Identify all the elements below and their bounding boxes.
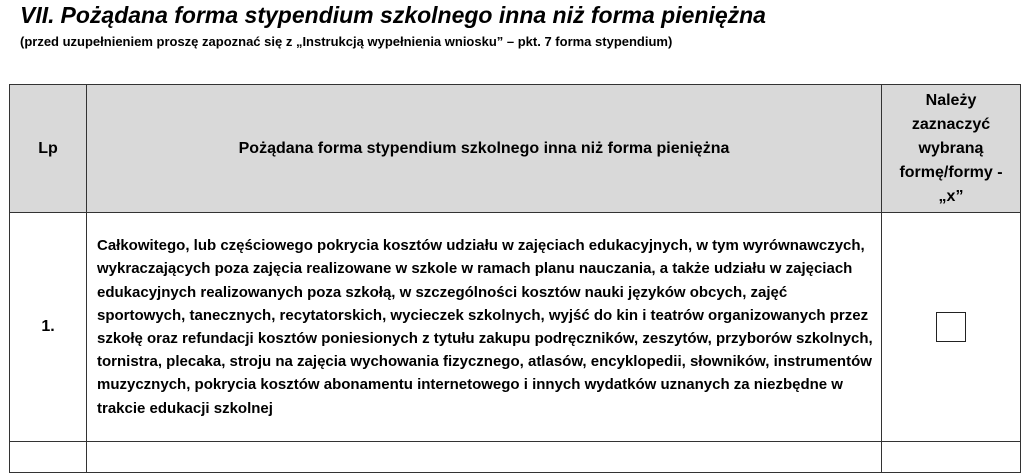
section-subtitle: (przed uzupełnieniem proszę zapoznać się z „Instrukcją wypełnienia wniosku” – pkt. 7 forma stypendium) bbox=[20, 34, 673, 49]
partial-mark-cell bbox=[882, 442, 1021, 473]
partial-lp-cell bbox=[10, 442, 87, 473]
table-header-row bbox=[10, 85, 1021, 213]
section-number: VII. bbox=[20, 2, 55, 28]
section-heading bbox=[20, 2, 766, 29]
row-description: Całkowitego, lub częściowego pokrycia kosztów udziału w zajęciach edukacyjnych, w tym wyrównawczych, wykraczających poza zajęcia realizowane w szkole w ramach planu nauczania, a także udziału w zajęciach edukacyjnych realizowanych poza szkołą, w szczególności kosztów nauki języków obcych, zajęć sportowych, tanecznych, recytatorskich, wycieczek szkolnych, wyjść do kin i teatrów organizowanych przez szkołę oraz refundacji kosztów poniesionych z tytułu zakupu podręczników, zeszytów, przyborów szkolnych, tornistra, plecaka, stroju na zajęcia wychowania fizycznego, atlasów, encyklopedii, słowników, instrumentów muzycznych, pokrycia kosztów abonamentu internetowego i innych wydatków uznanych za niezbędne w trakcie edukacji szkolnej bbox=[87, 213, 882, 442]
lp-column-header: Lp bbox=[10, 85, 87, 213]
row-number: 1. bbox=[10, 213, 87, 442]
description-column-header: Pożądana forma stypendium szkolnego inna niż forma pieniężna bbox=[87, 85, 882, 213]
section-title: Pożądana forma stypendium szkolnego inna niż forma pieniężna bbox=[60, 2, 766, 28]
partial-description-cell bbox=[87, 442, 882, 473]
selection-checkbox[interactable] bbox=[936, 312, 966, 342]
table-row bbox=[10, 213, 1021, 442]
table-row-partial bbox=[10, 442, 1021, 473]
mark-column-header: Należy zaznaczyć wybraną formę/formy -„x” bbox=[882, 85, 1021, 213]
row-mark-cell bbox=[882, 213, 1021, 442]
scholarship-form-table bbox=[9, 84, 1021, 473]
